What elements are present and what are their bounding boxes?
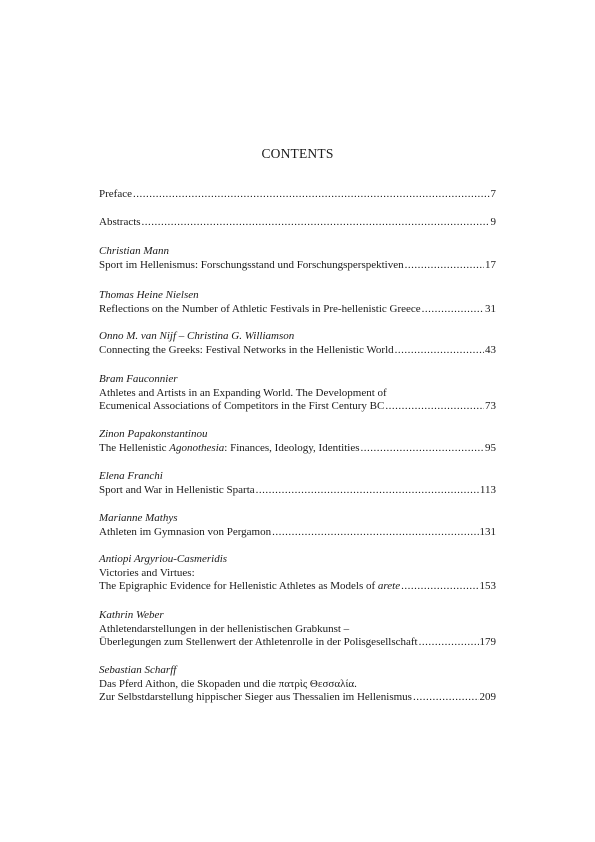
toc-line xyxy=(99,400,496,414)
toc-entry-argyriou-casmeridis xyxy=(99,553,496,594)
leader-dots xyxy=(361,442,485,456)
toc-line xyxy=(99,344,496,358)
toc-entry-fauconnier xyxy=(99,373,496,414)
entry-title: Preface xyxy=(99,188,132,200)
leader-dots xyxy=(405,259,484,273)
leader-dots xyxy=(413,691,479,705)
entry-author: Sebastian Scharff xyxy=(99,664,177,676)
entry-title xyxy=(99,442,360,456)
page-number: 17 xyxy=(485,258,496,271)
entry-title: Athleten im Gymnasion von Pergamon xyxy=(99,525,272,538)
toc-entry-scharff xyxy=(99,664,496,705)
toc-line xyxy=(99,580,496,594)
toc-entry-preface xyxy=(99,188,496,202)
toc-line xyxy=(99,636,496,650)
toc-entry-nielsen xyxy=(99,289,496,316)
entry-title-italic: Agonothesia xyxy=(169,441,225,454)
page-number: 31 xyxy=(485,302,496,315)
entry-author: Onno M. van Nijf – Christina G. Williamson xyxy=(99,330,295,342)
leader-dots xyxy=(401,580,478,594)
entry-title-line1: Victories and Virtues: xyxy=(99,566,195,579)
entry-author: Antiopi Argyriou-Casmeridis xyxy=(99,553,228,565)
entry-title: Sport im Hellenismus: Forschungsstand und Forschungsperspektiven xyxy=(99,258,404,271)
toc-line xyxy=(99,303,496,317)
page-number: 73 xyxy=(485,400,496,412)
toc-line xyxy=(99,691,496,705)
entry-title: Connecting the Greeks: Festival Networks in the Hellenistic World xyxy=(99,343,394,356)
page-number: 95 xyxy=(485,441,496,454)
page-number: 7 xyxy=(490,188,496,200)
toc-line xyxy=(99,216,496,230)
contents-heading: CONTENTS xyxy=(261,146,334,161)
entry-title: Überlegungen zum Stellenwert der Athletenrolle in der Polisgesellschaft xyxy=(99,636,418,648)
entry-author: Marianne Mathys xyxy=(99,512,178,524)
leader-dots xyxy=(133,188,490,202)
entry-title: Reflections on the Number of Athletic Festivals in Pre-hellenistic Greece xyxy=(99,302,421,315)
entry-author: Zinon Papakonstantinou xyxy=(99,428,208,440)
entry-author: Thomas Heine Nielsen xyxy=(99,289,199,301)
leader-dots xyxy=(419,636,479,650)
leader-dots xyxy=(422,303,484,317)
toc-entry-papakonstantinou xyxy=(99,428,496,455)
toc-entry-mathys xyxy=(99,512,496,539)
entry-title: Sport and War in Hellenistic Sparta xyxy=(99,483,255,496)
entry-title xyxy=(99,580,400,594)
toc-entry-weber xyxy=(99,609,496,650)
page-number: 131 xyxy=(479,525,496,538)
toc-entry-abstracts xyxy=(99,216,496,230)
entry-title-line1: Athletendarstellungen in der hellenistischen Grabkunst – xyxy=(99,622,350,635)
entry-title-line1: Athletes and Artists in an Expanding World. The Development of xyxy=(99,386,387,399)
entry-title-italic: arete xyxy=(377,580,401,592)
leader-dots xyxy=(256,484,479,498)
entry-title: Abstracts xyxy=(99,216,141,228)
leader-dots xyxy=(385,400,484,414)
toc-line xyxy=(99,259,496,273)
entry-title-pre: The Hellenistic xyxy=(99,441,170,454)
page-number: 153 xyxy=(479,580,496,592)
toc-line xyxy=(99,442,496,456)
leader-dots xyxy=(272,526,478,540)
page-number: 113 xyxy=(479,483,496,496)
entry-author: Elena Franchi xyxy=(99,470,163,482)
page-number: 9 xyxy=(490,216,496,228)
page-number: 209 xyxy=(479,691,496,703)
entry-author: Bram Fauconnier xyxy=(99,373,178,385)
page-number: 43 xyxy=(485,343,496,356)
page-number: 179 xyxy=(479,636,496,648)
entry-title: Ecumenical Associations of Competitors in the First Century BC xyxy=(99,400,385,412)
entry-title: Zur Selbstdarstellung hippischer Sieger aus Thessalien im Hellenismus xyxy=(99,691,412,703)
leader-dots xyxy=(142,216,490,230)
toc-line xyxy=(99,188,496,202)
toc-entry-van-nijf xyxy=(99,330,496,357)
entry-title-post: : Finances, Ideology, Identities xyxy=(224,441,360,454)
toc-line xyxy=(99,484,496,498)
leader-dots xyxy=(395,344,484,358)
entry-author: Kathrin Weber xyxy=(99,609,164,621)
toc-entry-franchi xyxy=(99,470,496,497)
entry-author: Christian Mann xyxy=(99,245,169,257)
entry-title-pre: The Epigraphic Evidence for Hellenistic Athletes as Models of xyxy=(99,580,378,592)
toc-entry-mann xyxy=(99,245,496,272)
entry-title-line1: Das Pferd Aithon, die Skopaden und die πατρὶς Θεσσαλία. xyxy=(99,677,357,690)
toc-line xyxy=(99,526,496,540)
